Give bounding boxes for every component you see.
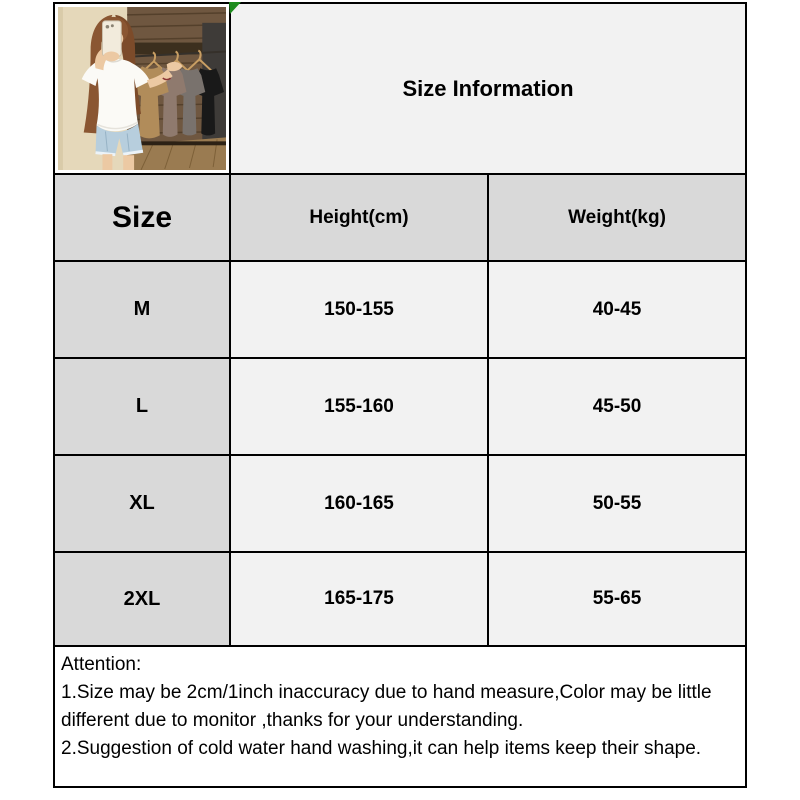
- size-label-m: M: [55, 262, 231, 359]
- height-value-m: 150-155: [231, 262, 489, 359]
- page-title: Size Information: [231, 4, 745, 175]
- product-photo: [55, 4, 231, 175]
- height-value-xl: 160-165: [231, 456, 489, 553]
- weight-value-m: 40-45: [489, 262, 745, 359]
- attention-line-1: 1.Size may be 2cm/1inch inaccuracy due to hand measure,Color may be little: [61, 682, 712, 703]
- attention-title: Attention:: [61, 654, 142, 675]
- size-chart-table: [53, 2, 747, 788]
- column-header-size: Size: [55, 175, 231, 262]
- column-header-height: Height(cm): [231, 175, 489, 262]
- attention-line-2: different due to monitor ,thanks for your understanding.: [61, 710, 524, 731]
- weight-value-2xl: 55-65: [489, 553, 745, 647]
- weight-value-l: 45-50: [489, 359, 745, 456]
- height-value-2xl: 165-175: [231, 553, 489, 647]
- column-header-weight: Weight(kg): [489, 175, 745, 262]
- size-label-2xl: 2XL: [55, 553, 231, 647]
- product-photo-illustration: [58, 7, 226, 170]
- weight-value-xl: 50-55: [489, 456, 745, 553]
- green-corner-marker-icon: [229, 2, 243, 16]
- size-label-l: L: [55, 359, 231, 456]
- size-label-xl: XL: [55, 456, 231, 553]
- height-value-l: 155-160: [231, 359, 489, 456]
- attention-note: [55, 647, 745, 786]
- attention-line-3: 2.Suggestion of cold water hand washing,it can help items keep their shape.: [61, 738, 702, 759]
